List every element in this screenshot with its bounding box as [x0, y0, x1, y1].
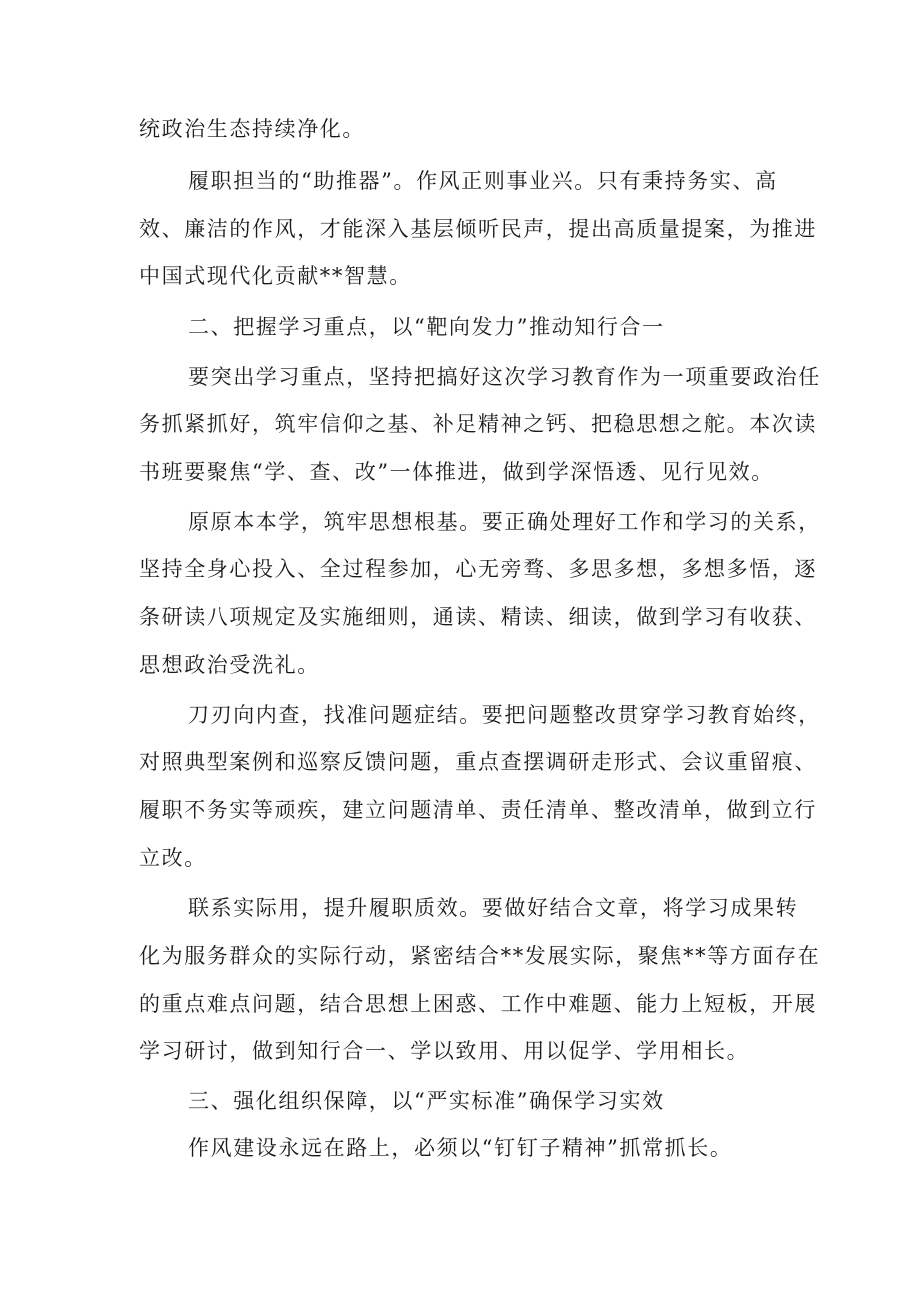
text-line-10: 坚持全身心投入、全过程参加，心无旁骛、多思多想，多想多悟，逐 [139, 557, 817, 581]
text-line-15: 履职不务实等顽疾，建立问题清单、责任清单、整改清单，做到立行 [139, 798, 817, 822]
text-line-4: 中国式现代化贡献**智慧。 [139, 264, 412, 288]
text-line-16: 立改。 [139, 846, 207, 870]
text-line-7: 务抓紧抓好，筑牢信仰之基、补足精神之钙、把稳思想之舵。本次读 [139, 412, 817, 436]
text-line-20: 学习研讨，做到知行合一、学以致用、用以促学、学用相长。 [139, 1039, 750, 1063]
text-line-14: 对照典型案例和巡察反馈问题，重点查摆调研走形式、会议重留痕、 [139, 750, 817, 774]
section-heading-3: 三、强化组织保障，以“严实标准”确保学习实效 [188, 1089, 665, 1113]
text-line-3: 效、廉洁的作风，才能深入基层倾听民声，提出高质量提案，为推进 [139, 217, 817, 241]
section-heading-2: 二、把握学习重点，以“靶向发力”推动知行合一 [188, 315, 665, 339]
text-line-2: 履职担当的“助推器”。作风正则事业兴。只有秉持务实、高 [188, 169, 778, 193]
text-line-11: 条研读八项规定及实施细则，通读、精读、细读，做到学习有收获、 [139, 605, 817, 629]
text-line-13: 刀刃向内查，找准问题症结。要把问题整改贯穿学习教育始终， [188, 703, 821, 727]
text-line-18: 化为服务群众的实际行动，紧密结合**发展实际，聚焦**等方面存在 [139, 944, 821, 968]
text-line-9: 原原本本学，筑牢思想根基。要正确处理好工作和学习的关系， [188, 510, 821, 534]
text-line-1: 统政治生态持续净化。 [139, 117, 365, 141]
text-line-6: 要突出学习重点，坚持把搞好这次学习教育作为一项重要政治任 [188, 365, 821, 389]
text-line-17: 联系实际用，提升履职质效。要做好结合文章，将学习成果转 [188, 896, 799, 920]
text-line-12: 思想政治受洗礼。 [139, 653, 320, 677]
text-line-22: 作风建设永远在路上，必须以“钉钉子精神”抓常抓长。 [188, 1136, 733, 1160]
text-line-8: 书班要聚焦“学、查、改”一体推进，做到学深悟透、见行见效。 [139, 460, 774, 484]
text-line-19: 的重点难点问题，结合思想上困惑、工作中难题、能力上短板，开展 [139, 992, 817, 1016]
